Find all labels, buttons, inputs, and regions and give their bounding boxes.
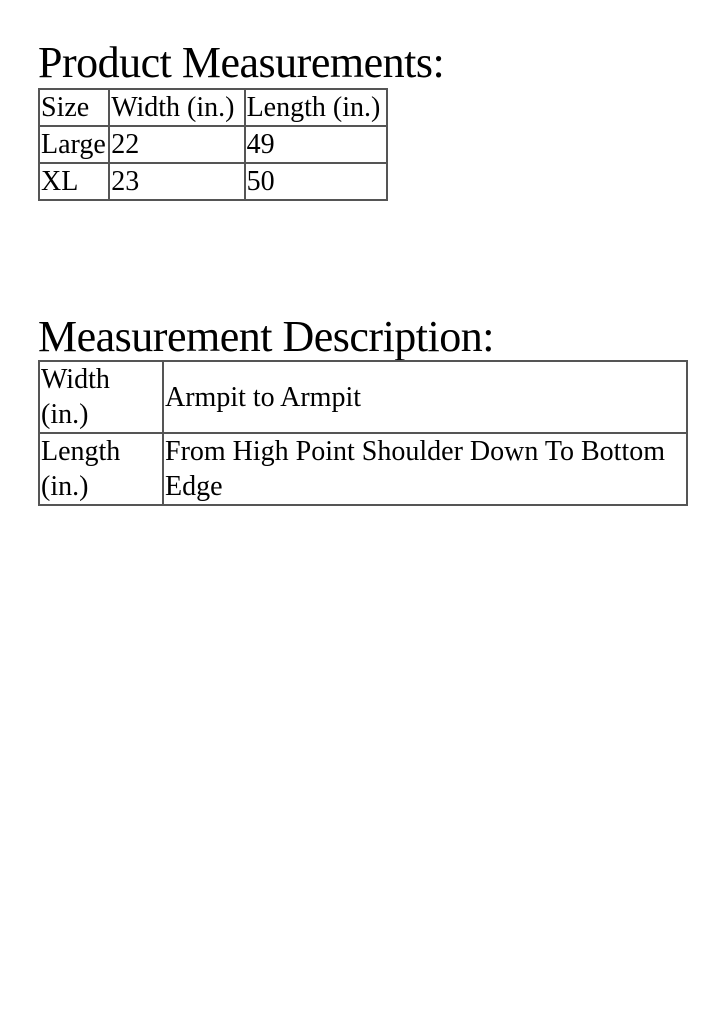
size-cell: Large (39, 126, 109, 163)
term-cell-width: Width (in.) (39, 361, 163, 433)
measurement-description-heading: Measurement Description: (38, 312, 494, 361)
column-header-length: Length (in.) (245, 89, 387, 126)
product-measurements-heading: Product Measurements: (38, 38, 445, 87)
description-cell-width: Armpit to Armpit (163, 361, 687, 433)
measurement-description-table (38, 360, 688, 506)
table-row (39, 361, 687, 433)
term-cell-length: Length (in.) (39, 433, 163, 505)
table-header-row (39, 89, 387, 126)
table-row (39, 126, 387, 163)
width-cell: 22 (109, 126, 244, 163)
length-cell: 49 (245, 126, 387, 163)
table-row (39, 433, 687, 505)
table-row (39, 163, 387, 200)
size-cell: XL (39, 163, 109, 200)
column-header-width: Width (in.) (109, 89, 244, 126)
column-header-size: Size (39, 89, 109, 126)
product-measurements-table (38, 88, 388, 201)
width-cell: 23 (109, 163, 244, 200)
description-cell-length: From High Point Shoulder Down To Bottom Edge (163, 433, 687, 505)
length-cell: 50 (245, 163, 387, 200)
